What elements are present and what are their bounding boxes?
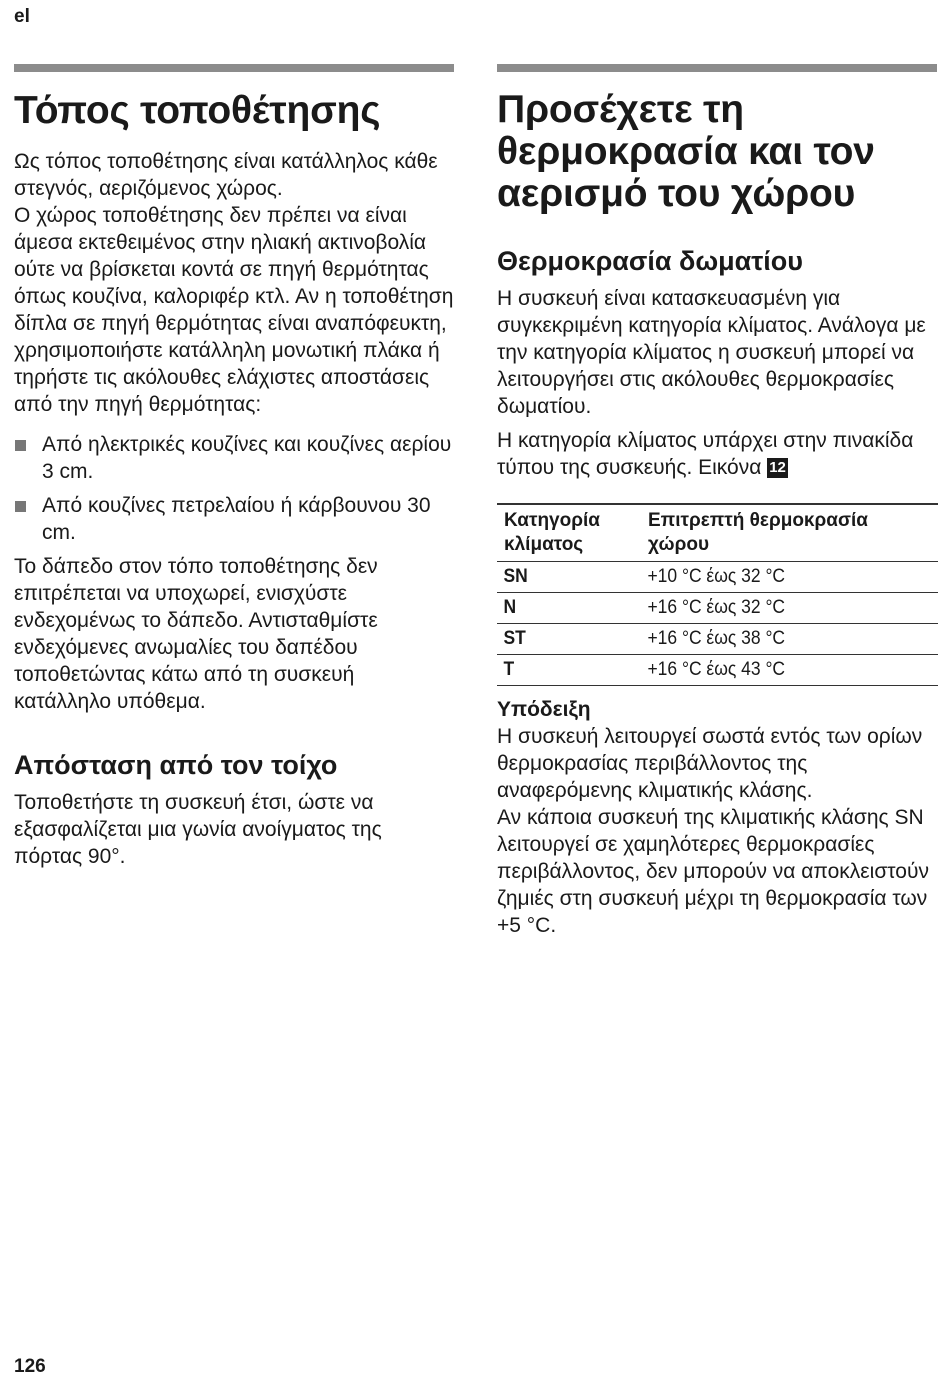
list-item-text: Από κουζίνες πετρελαίου ή κάρβουνου 30 cm. (42, 494, 431, 544)
paragraph-climate-class: Η συσκευή είναι κατασκευασμένη για συγκεκριμένη κατηγορία κλίματος. Ανάλογα με την κατηγορία κλίματος η συσκευή μπορεί να λειτουργήσει στις ακόλουθες θερμοκρασίες δωματίου. (497, 287, 926, 418)
list-item-text: Από ηλεκτρικές κουζίνες και κουζίνες αερίου 3 cm. (42, 433, 452, 483)
table-header-climate-class: Κατηγορία κλίματος (504, 510, 600, 555)
table-cell-range: +10 °C έως 32 °C (647, 566, 786, 587)
table-cell-class: T (503, 659, 515, 680)
rating-plate-text: Η κατηγορία κλίματος υπάρχει στην πινακίδα τύπου της συσκευής. Εικόνα (497, 429, 914, 479)
right-column (497, 64, 937, 939)
note-paragraph-correct-operation: Η συσκευή λειτουργεί σωστά εντός των ορίων θερμοκρασίας περιβάλλοντος της αναφερόμενης κλιματικής κλάσης. (497, 725, 923, 802)
paragraph-floor: Το δάπεδο στον τόπο τοποθέτησης δεν επιτρέπεται να υποχωρεί, ενισχύστε ενδεχομένως το δάπεδο. Αντισταθμίστε ενδεχόμενες ανωμαλίες του δαπέδου τοποθετώντας κάτω από τη συσκευή κατάλληλο υπόθεμα. (14, 555, 378, 713)
list-item (14, 431, 454, 485)
left-column (14, 64, 454, 870)
table-row (497, 655, 938, 686)
section-rule (497, 64, 937, 72)
table-header-row (497, 504, 938, 562)
table-cell-range: +16 °C έως 32 °C (647, 597, 786, 618)
table-cell-range: +16 °C έως 43 °C (647, 659, 786, 680)
note-paragraph-sn-class: Αν κάποια συσκευή της κλιματικής κλάσης SN λειτουργεί σε χαμηλότερες θερμοκρασίες περιβάλλοντος, δεν μπορούν να αποκλειστούν ζημιές στη συσκευή μέχρι τη θερμοκρασία των +5 °C. (497, 806, 929, 937)
paragraph-rating-plate (497, 427, 937, 481)
language-label: el (14, 6, 30, 27)
table-cell-class: ST (503, 628, 526, 649)
bullet-square-icon (15, 501, 26, 512)
paragraph-door-angle: Τοποθετήστε τη συσκευή έτσι, ώστε να εξασφαλίζεται μια γωνία ανοίγματος της πόρτας 90°. (14, 791, 382, 868)
subtitle-room-temperature: Θερμοκρασία δωματίου (497, 246, 804, 276)
subtitle-wall-distance: Απόσταση από τον τοίχο (14, 750, 338, 780)
table-cell-class: N (503, 597, 517, 618)
section-title-temperature-ventilation: Προσέχετε τη θερμοκρασία και τον αερισμό του χώρου (497, 88, 875, 215)
section-rule (14, 64, 454, 72)
table-row (497, 562, 938, 593)
table-header-permitted-temperature: Επιτρεπτή θερμοκρασία χώρου (648, 510, 868, 555)
figure-reference-badge: 12 (769, 459, 786, 476)
paragraph-heat-sources: Ο χώρος τοποθέτησης δεν πρέπει να είναι άμεσα εκτεθειμένος στην ηλιακή ακτινοβολία ούτε να βρίσκεται κοντά σε πηγή θερμότητας όπως κουζίνα, καλοριφέρ κτλ. Αν η τοποθέτηση δίπλα σε πηγή θερμότητας είναι αναπόφευκτη, χρησιμοποιήστε κατάλληλη μονωτική πλάκα ή τηρήστε τις ακόλουθες ελάχιστες αποστάσεις από την πηγή θερμότητας: (14, 204, 454, 416)
section-title-installation-location: Τόπος τοποθέτησης (14, 89, 381, 132)
table-cell-class: SN (503, 566, 528, 587)
paragraph-suitable-location: Ως τόπος τοποθέτησης είναι κατάλληλος κάθε στεγνός, αεριζόμενος χώρος. (14, 150, 438, 200)
table-row (497, 593, 938, 624)
table-cell-range: +16 °C έως 38 °C (647, 628, 786, 649)
climate-class-table (497, 503, 938, 686)
distance-list (14, 431, 454, 546)
table-row (497, 624, 938, 655)
bullet-square-icon (15, 440, 26, 451)
note-title: Υπόδειξη (497, 698, 591, 721)
list-item (14, 492, 454, 546)
page-number: 126 (14, 1356, 46, 1377)
